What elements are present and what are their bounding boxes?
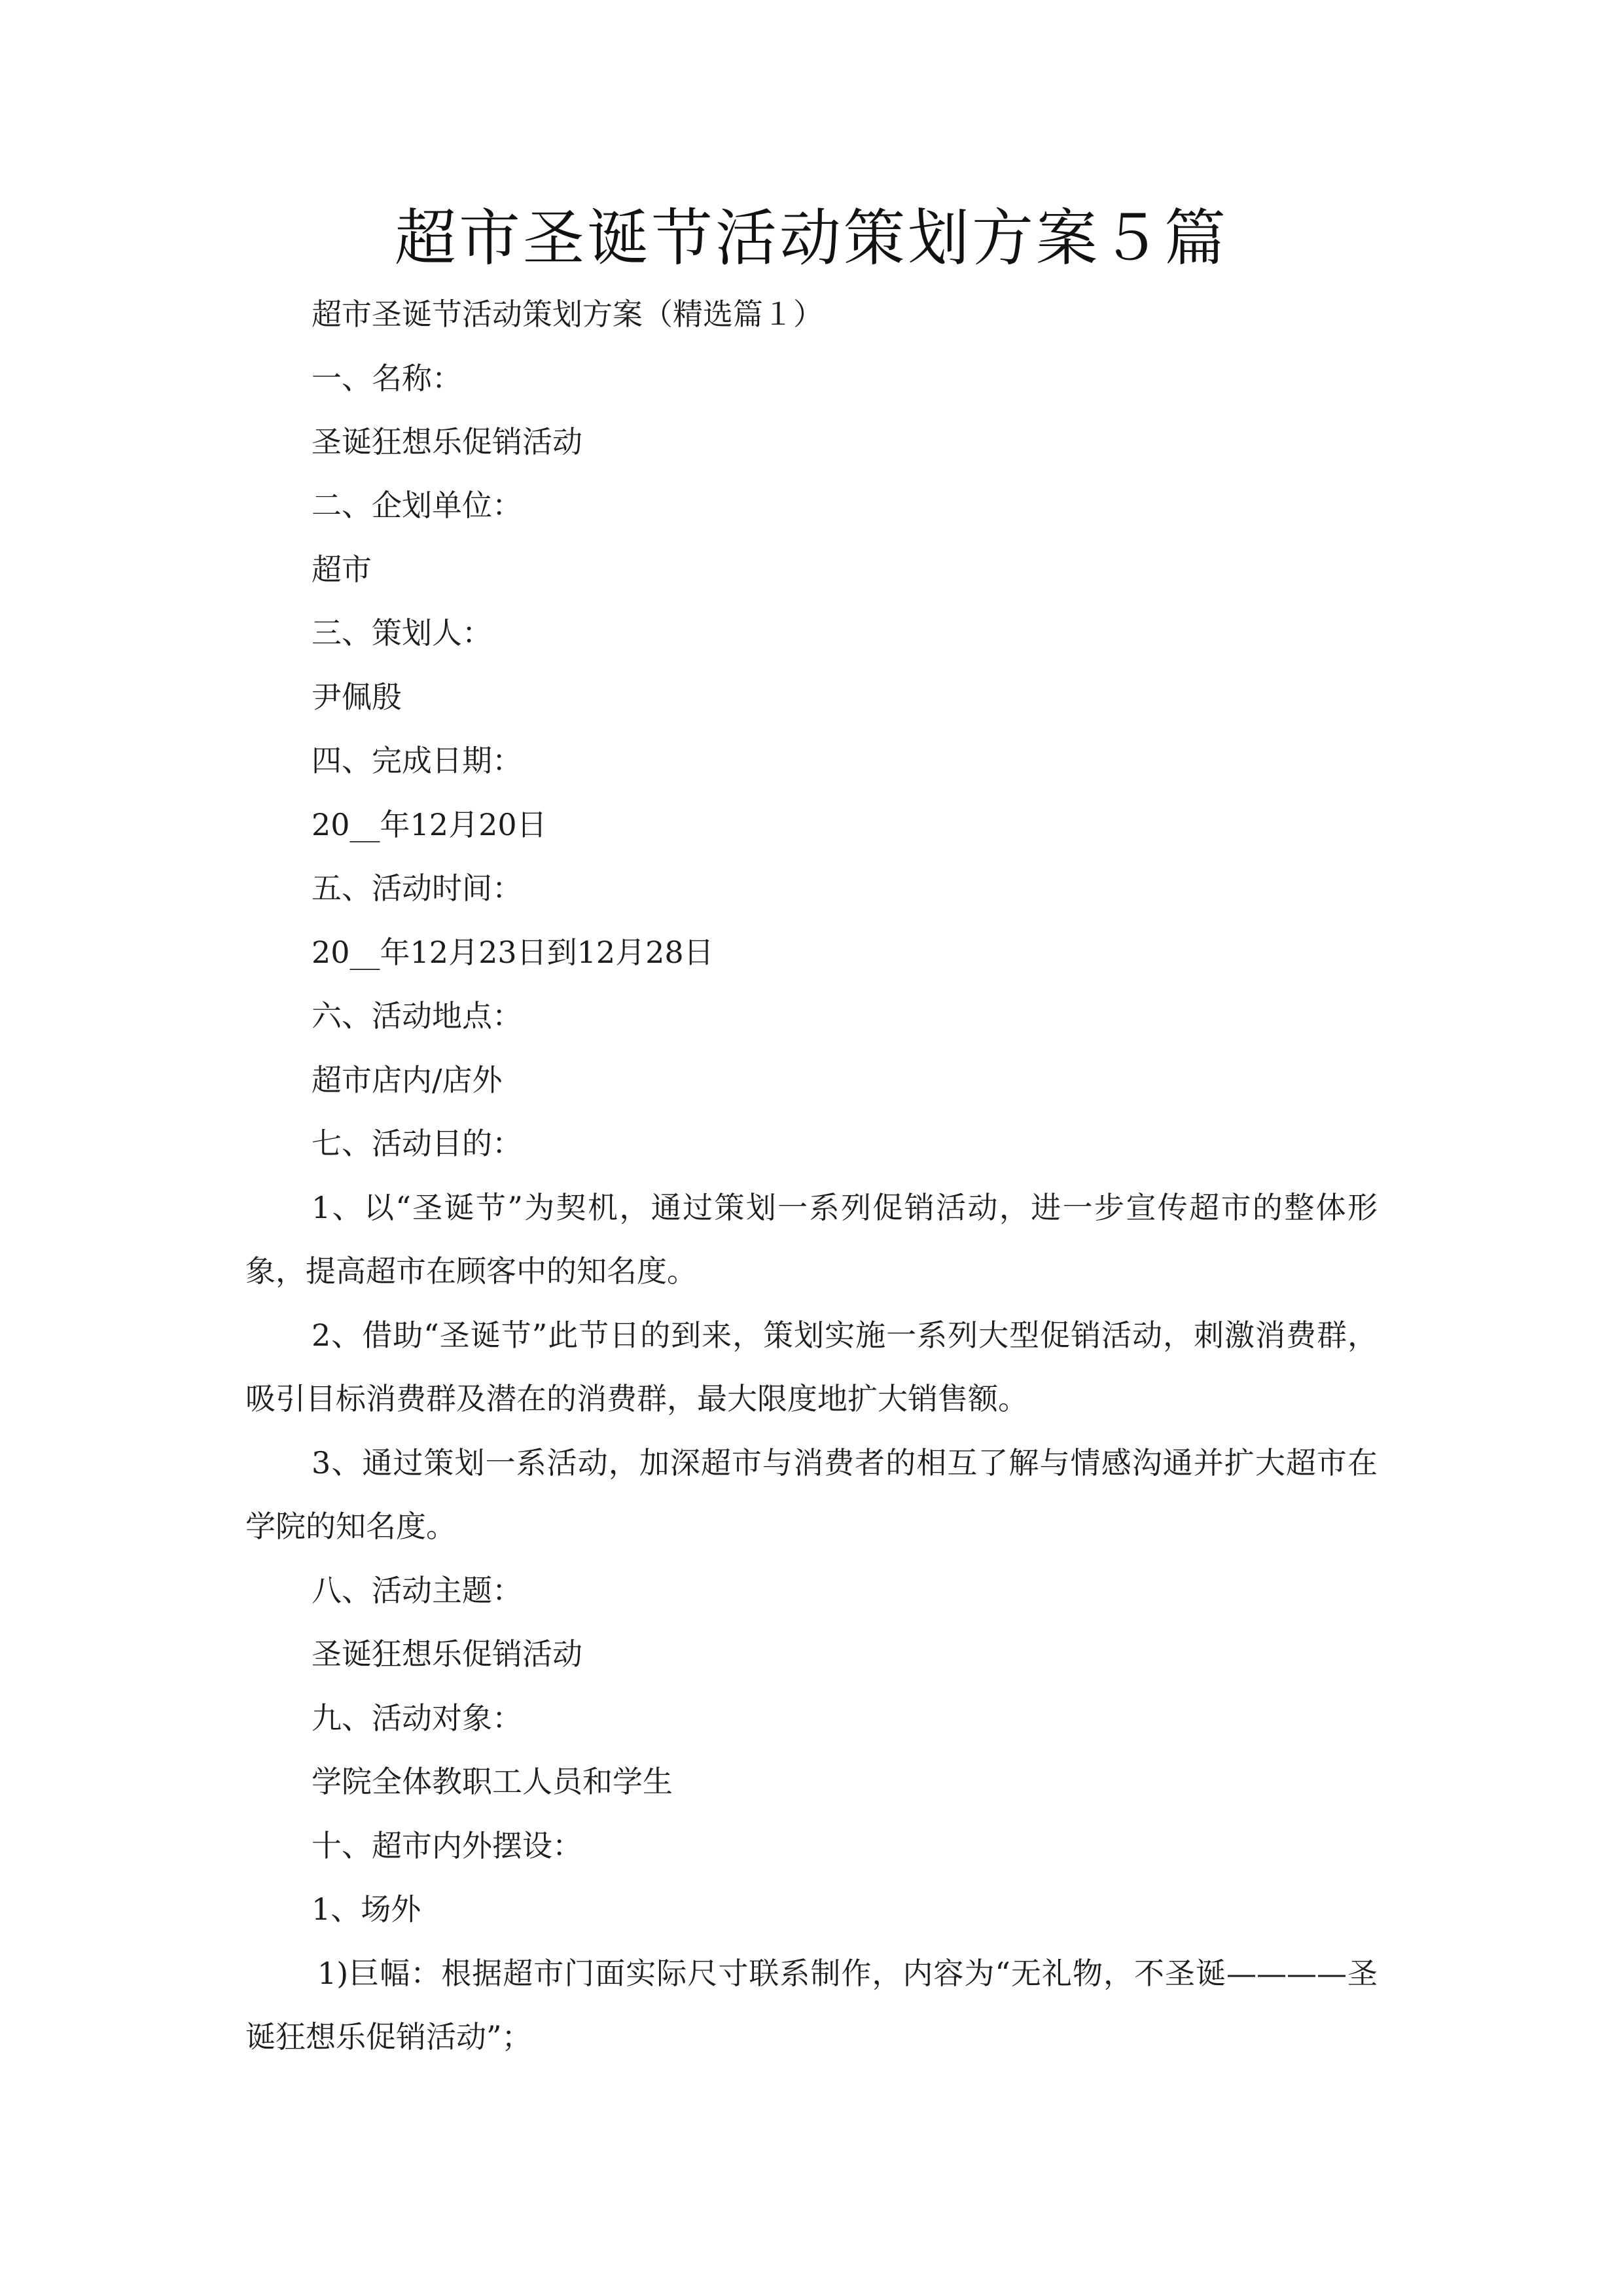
document-subtitle: 超市圣诞节活动策划方案（精选篇１） bbox=[312, 296, 823, 332]
outdoor-banner-item: 1)巨幅：根据超市门面实际尺寸联系制作，内容为“无礼物，不圣诞————圣诞狂想乐促销活动”； bbox=[245, 1956, 1378, 2054]
section-heading-audience: 九、活动对象： bbox=[312, 1700, 522, 1736]
document-title: 超市圣诞节活动策划方案５篇 bbox=[394, 203, 1228, 274]
section-value-organizer: 超市 bbox=[312, 552, 372, 587]
section-heading-completion-date: 四、完成日期： bbox=[312, 743, 522, 778]
section-heading-theme: 八、活动主题： bbox=[312, 1573, 522, 1608]
section-value-location: 超市店内/店外 bbox=[312, 1062, 503, 1098]
section-heading-name: 一、名称： bbox=[312, 361, 462, 396]
section-value-audience: 学院全体教职工人员和学生 bbox=[312, 1764, 673, 1799]
purpose-paragraph-1: 1、以“圣诞节”为契机，通过策划一系列促销活动，进一步宣传超市的整体形象，提高超市在顾客中的知名度。 bbox=[245, 1190, 1378, 1289]
section-heading-location: 六、活动地点： bbox=[312, 998, 522, 1033]
section-value-completion-date: 20__年12月20日 bbox=[312, 807, 547, 842]
section-subheading-outdoor: 1、场外 bbox=[312, 1892, 421, 1927]
section-heading-purpose: 七、活动目的： bbox=[312, 1126, 522, 1161]
section-heading-planner: 三、策划人： bbox=[312, 615, 492, 651]
section-value-theme: 圣诞狂想乐促销活动 bbox=[312, 1636, 582, 1672]
section-value-event-time: 20__年12月23日到12月28日 bbox=[312, 935, 714, 970]
purpose-paragraph-2: 2、借助“圣诞节”此节日的到来，策划实施一系列大型促销活动，刺激消费群，吸引目标消费群及潜在的消费群，最大限度地扩大销售额。 bbox=[245, 1318, 1378, 1416]
section-value-name: 圣诞狂想乐促销活动 bbox=[312, 424, 582, 459]
section-heading-organizer: 二、企划单位： bbox=[312, 488, 522, 523]
section-heading-event-time: 五、活动时间： bbox=[312, 870, 522, 906]
purpose-paragraph-3: 3、通过策划一系活动，加深超市与消费者的相互了解与情感沟通并扩大超市在学院的知名度。 bbox=[245, 1445, 1378, 1544]
section-value-planner: 尹佩殷 bbox=[312, 679, 402, 715]
section-heading-layout: 十、超市内外摆设： bbox=[312, 1828, 582, 1863]
